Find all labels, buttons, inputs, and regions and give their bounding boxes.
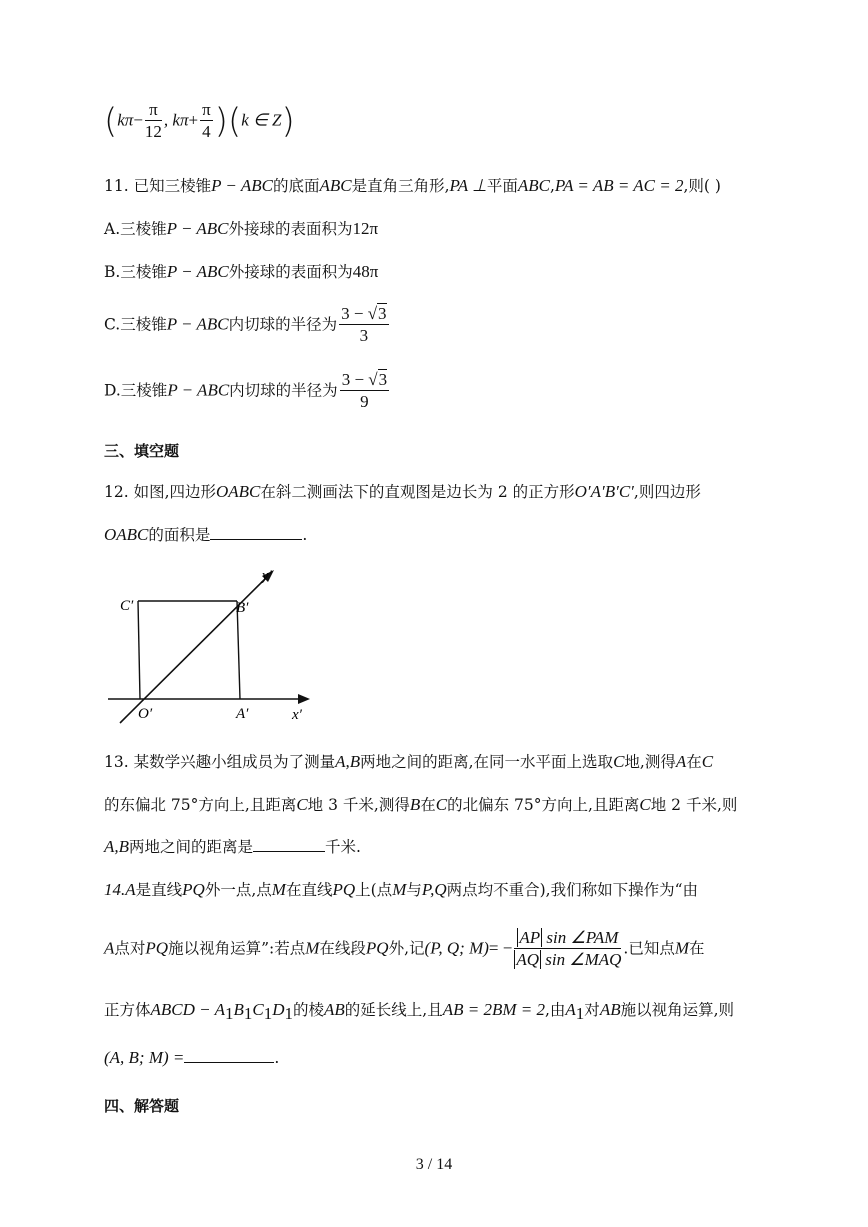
q14-line4: (A, B; M) = . bbox=[104, 1048, 280, 1067]
paren-open-2: ( bbox=[227, 101, 242, 142]
q14-line1: 14.A是直线PQ外一点,点M在直线PQ上(点M与P,Q两点均不重合),我们称如下操作为“由 bbox=[104, 880, 699, 899]
oblique-drawing-figure bbox=[100, 560, 330, 730]
q11-stem: 11. 已知三棱锥P − ABC的底面ABC是直角三角形,PA ⊥平面ABC,PA = AB = AC = 2,则( ) bbox=[104, 176, 721, 195]
fraction-c: $\frac{3 - √3}{3}$ bbox=[341, 304, 387, 345]
q13-line3: A,B两地之间的距离是 千米. bbox=[104, 837, 361, 856]
fraction-pi-4: $\frac{\pi}{4}$ bbox=[202, 100, 211, 141]
expr-kpi-2: , kπ bbox=[163, 110, 189, 130]
paren-close: ) bbox=[214, 101, 228, 142]
q12-line1: 12. 如图,四边形OABC在斜二测画法下的直观图是边长为 2 的正方形O′A′B′C′,则四边形 bbox=[104, 482, 701, 501]
q11-option-b[interactable]: B.三棱锥P − ABC外接球的表面积为48π bbox=[104, 262, 379, 281]
section-4-heading: 四、解答题 bbox=[104, 1097, 180, 1115]
x-axis-arrow bbox=[298, 694, 310, 704]
expr-kpi: kπ bbox=[117, 110, 134, 130]
q14-line3: 正方体ABCD − $A_1B_1C_1D_1$的棱AB的延长线上,且AB = 2BM = 2,由$A_1$对AB施以视角运算,则 bbox=[104, 1000, 735, 1024]
expr-minus: − bbox=[133, 110, 143, 130]
expr-plus: + bbox=[188, 110, 199, 130]
view-angle-fraction: $\frac{\text{AP sin ∠PAM}}{\text{AQ sin ∠MAQ}}$ bbox=[516, 928, 622, 969]
page-number: 3 / 14 bbox=[415, 1156, 453, 1173]
answer-blank-12[interactable] bbox=[210, 523, 302, 540]
fraction-pi-12: $\frac{\pi}{12}$ bbox=[144, 100, 162, 141]
interval-expression bbox=[104, 100, 295, 143]
fraction-d: $\frac{3 - √3}{9}$ bbox=[341, 370, 388, 411]
label-x: x′ bbox=[292, 707, 302, 723]
paren-close-2: ) bbox=[281, 101, 295, 142]
k-in-z: k ∈ Z bbox=[241, 110, 282, 130]
label-c: C′ bbox=[120, 598, 134, 614]
q12-line2: OABC的面积是 . bbox=[104, 525, 308, 544]
label-b: B′ bbox=[236, 600, 249, 616]
label-o: O′ bbox=[138, 706, 153, 722]
answer-blank-13[interactable] bbox=[253, 835, 325, 852]
section-3-heading: 三、填空题 bbox=[104, 442, 180, 460]
q14-line2: A点对PQ施以视角运算”:若点M在线段PQ外,记(P, Q; M)= − $\frac{\text{AP sin ∠PAM}}{\text{AQ sin ∠MAQ}}$ .已知点M在 bbox=[104, 928, 705, 969]
q13-line1: 13. 某数学兴趣小组成员为了测量A,B两地之间的距离,在同一水平面上选取C地,测得A在C bbox=[104, 752, 714, 771]
paren-open: ( bbox=[104, 101, 118, 142]
q11-option-c[interactable]: C.三棱锥P − ABC内切球的半径为 $\frac{3 - √3}{3}$ bbox=[104, 304, 387, 345]
square-left bbox=[138, 601, 140, 699]
q11-option-a[interactable]: A.三棱锥P − ABC外接球的表面积为12π bbox=[104, 219, 379, 238]
label-y: y′ bbox=[262, 568, 272, 584]
y-axis bbox=[120, 574, 270, 723]
q13-line2: 的东偏北 75°方向上,且距离C地 3 千米,测得B在C的北偏东 75°方向上,且距离C地 2 千米,则 bbox=[104, 795, 738, 814]
answer-blank-14[interactable] bbox=[184, 1046, 274, 1063]
q11-option-d[interactable]: D.三棱锥P − ABC内切球的半径为 $\frac{3 - √3}{9}$ bbox=[104, 370, 388, 411]
label-a: A′ bbox=[236, 706, 249, 722]
